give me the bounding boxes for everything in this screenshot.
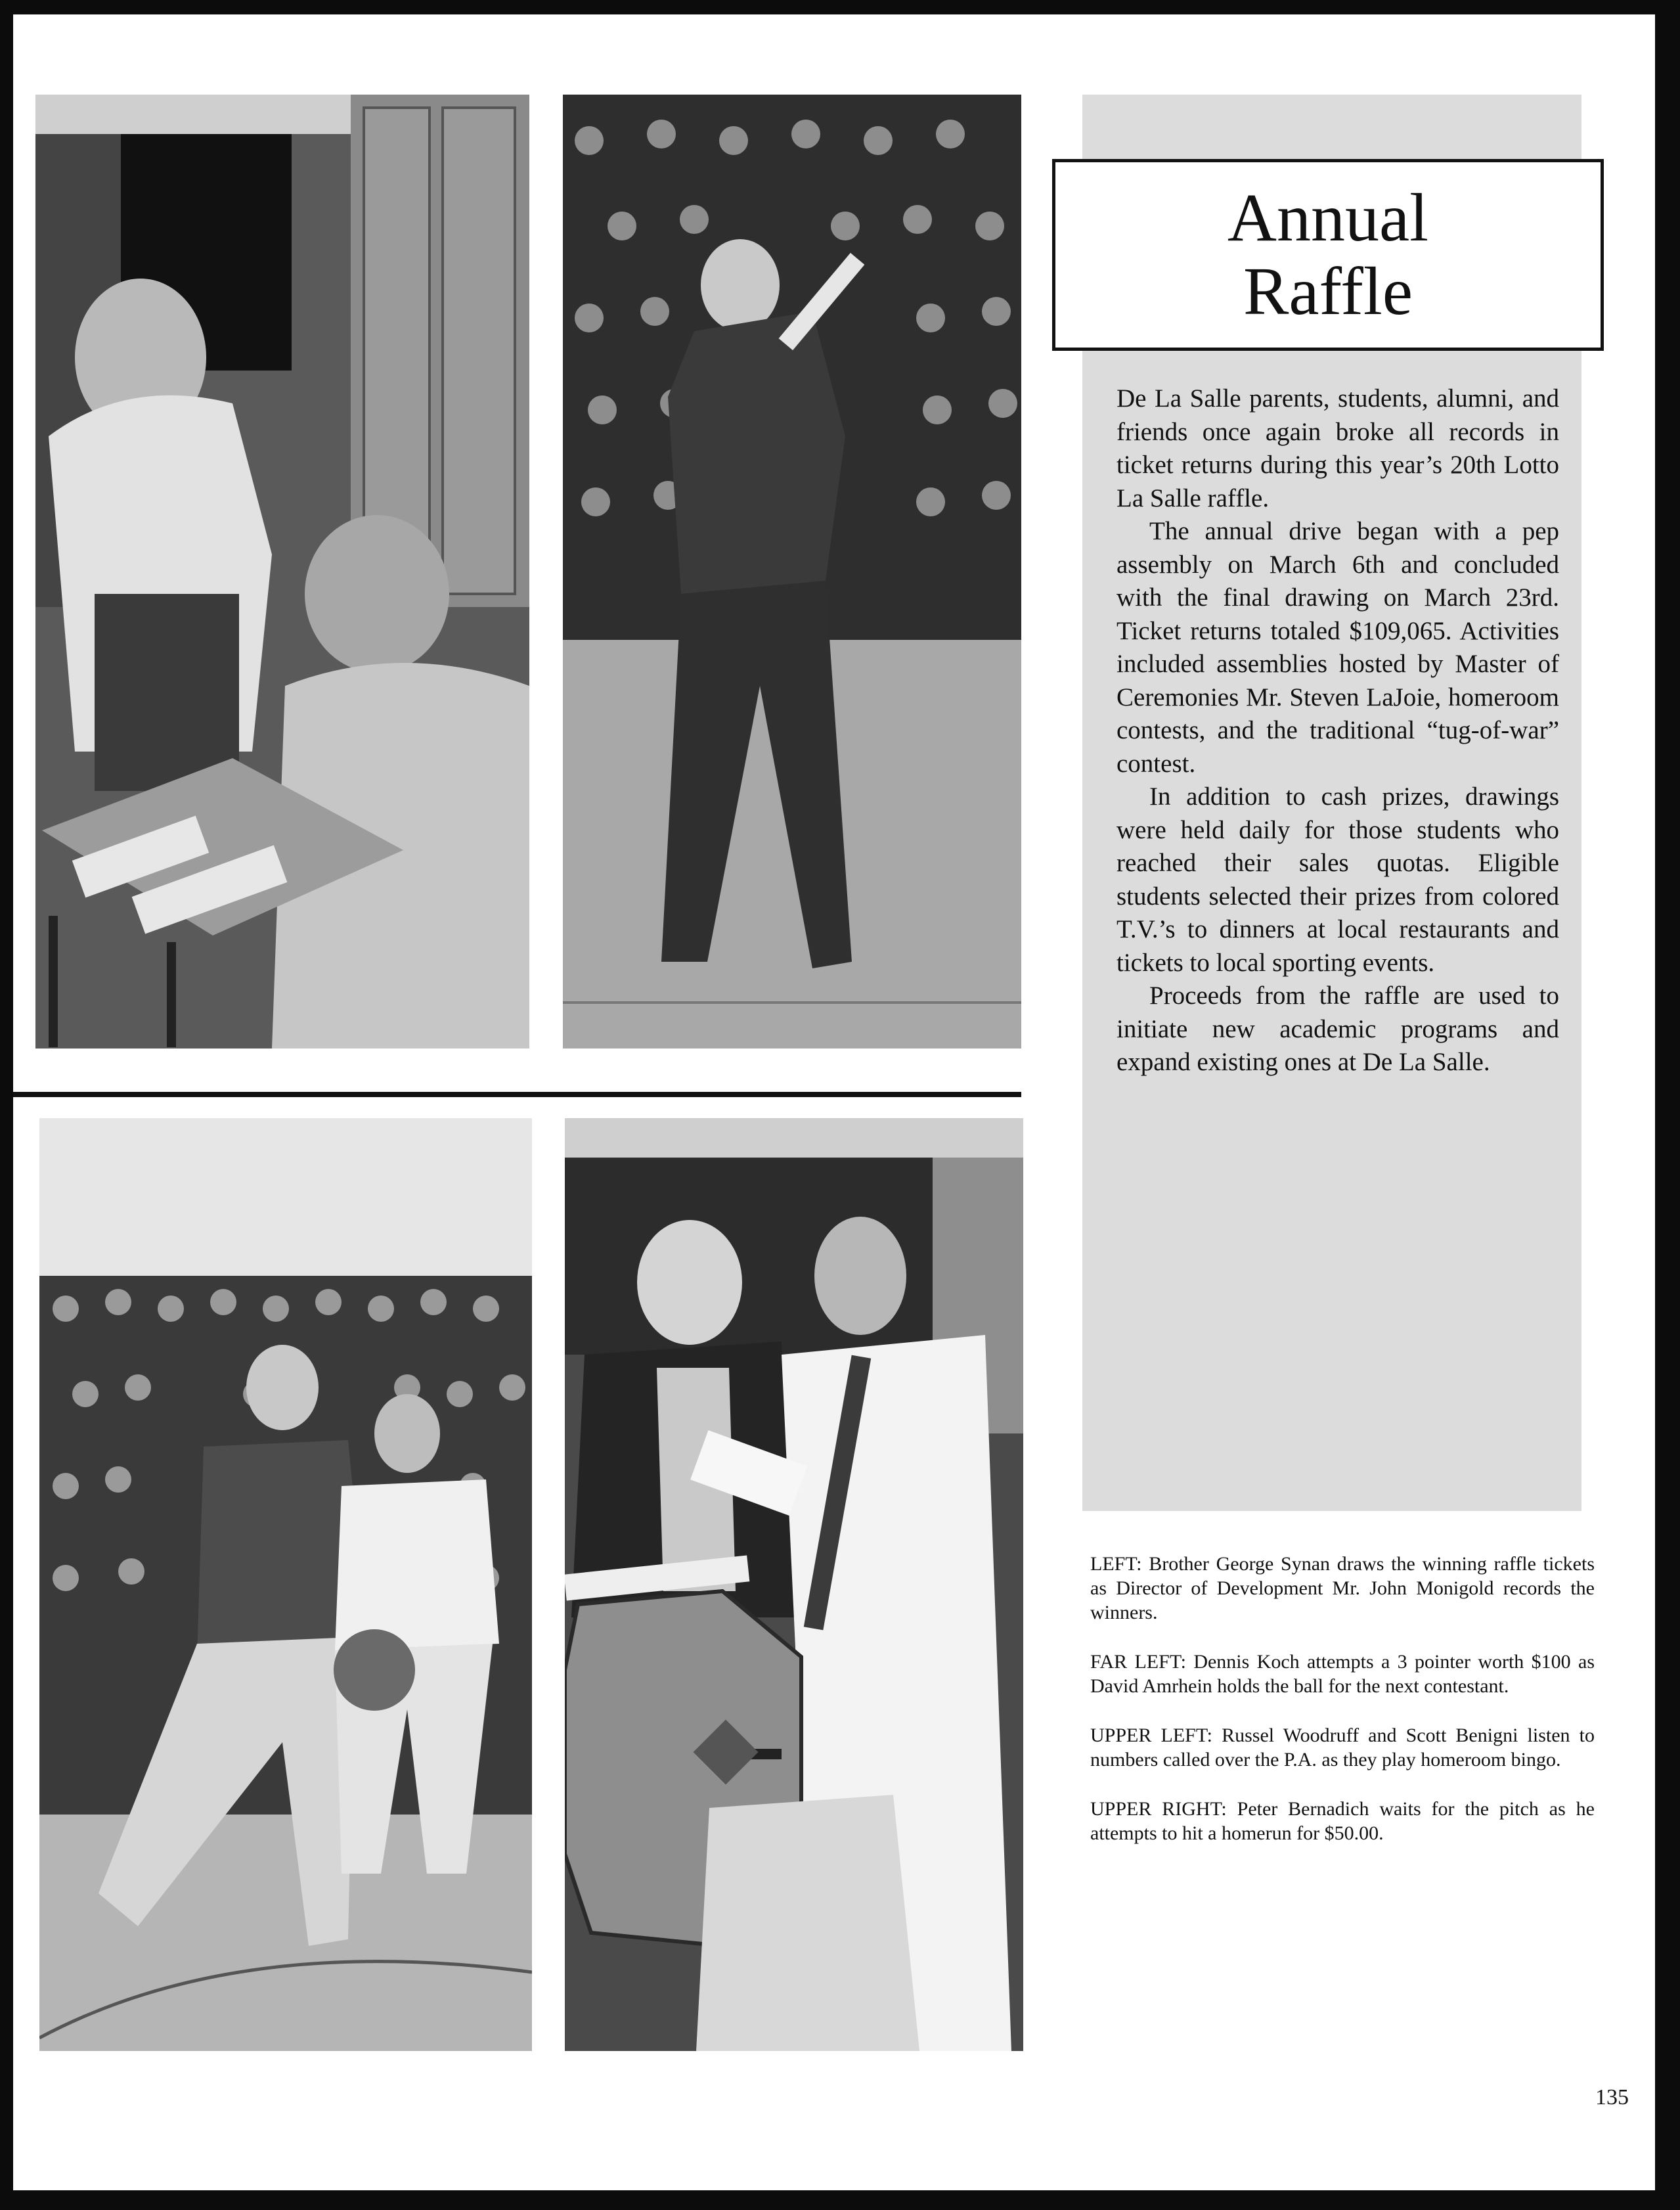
caption-upper-left: UPPER LEFT: Russel Woodruff and Scott Benigni listen to numbers called over the P.A. as they play homeroom bingo.: [1090, 1725, 1595, 1770]
photo-raffle-drawing: [565, 1118, 1023, 2051]
article-body: [1116, 382, 1559, 1079]
title-line-2: Raffle: [1243, 254, 1413, 329]
article-paragraph: De La Salle parents, students, alumni, and friends once again broke all records in ticket returns during this year’s 20th Lotto La Salle raffle.: [1116, 384, 1559, 512]
page-number: 135: [1595, 2085, 1629, 2109]
article-paragraph: In addition to cash prizes, drawings were held daily for those students who reached their sales quotas. Eligible students selected their prizes from colored T.V.’s to dinners at local restaurants and tickets to local sporting events.: [1116, 782, 1559, 977]
caption-left: LEFT: Brother George Synan draws the winning raffle tickets as Director of Development Mr. John Monigold records the winners.: [1090, 1553, 1595, 1623]
photo-three-pointer: [39, 1118, 532, 2051]
photo-captions: [1090, 1552, 1595, 1870]
photo-homeroom-bingo: [35, 95, 529, 1049]
caption-far-left: FAR LEFT: Dennis Koch attempts a 3 pointer worth $100 as David Amrhein holds the ball for the next contestant.: [1090, 1651, 1595, 1697]
caption-upper-right: UPPER RIGHT: Peter Bernadich waits for the pitch as he attempts to hit a homerun for $50.00.: [1090, 1798, 1595, 1844]
yearbook-page: [13, 14, 1655, 2190]
photo-homerun-batter: [563, 95, 1021, 1049]
title-line-1: Annual: [1227, 180, 1429, 256]
article-paragraph: Proceeds from the raffle are used to initiate new academic programs and expand existing ones at De La Salle.: [1116, 981, 1559, 1076]
section-divider: [13, 1092, 1021, 1097]
article-paragraph: The annual drive began with a pep assembly on March 6th and concluded with the final drawing on March 23rd. Ticket returns totaled $109,065. Activities included assemblies hosted by Master of Ceremonies Mr. Steven LaJoie, homeroom contests, and the traditional “tug-of-war” contest.: [1116, 517, 1559, 778]
page-title: [1052, 159, 1604, 351]
